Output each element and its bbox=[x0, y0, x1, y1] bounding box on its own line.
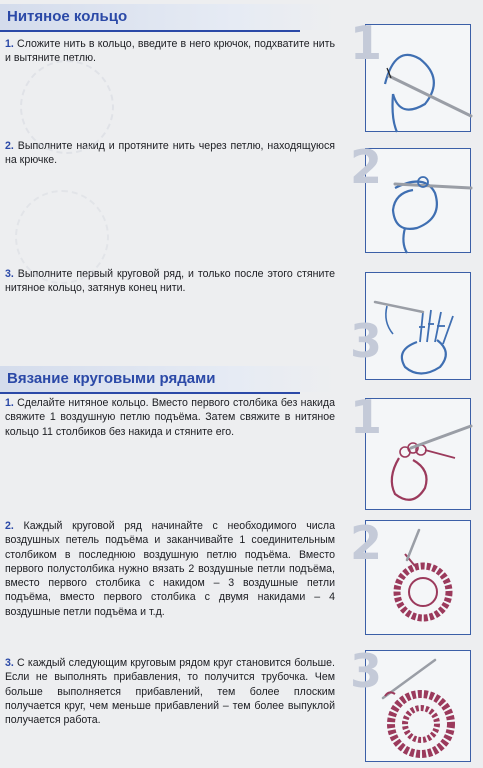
step-number: 3. bbox=[5, 657, 14, 669]
step-text: Каждый круговой ряд начинайте с необходимого числа воздушных петель подъёма и заканчивайте 1 соединительным столбиком в последнюю воздушную петлю подъёма. Вместо первого полустолбика нужно вязать 2 воздушные петли подъёма, вместо первого столбика с накидом – 3 воздушные петли подъёма, вместо первого столбика с двумя накидами – 4 воздушные петли подъёма и т.д. bbox=[5, 520, 335, 618]
illustration-number: 1 bbox=[350, 16, 383, 70]
step-text: С каждый следующим круговым рядом круг становится больше. Если не выполнять прибавления, то получится трубочка. Чем больше выполняется прибавлений, тем более плоским получается круг, чем меньше прибавлений – тем более выпуклой получается работа. bbox=[5, 657, 335, 727]
step-number: 1. bbox=[5, 397, 14, 409]
step-text: Выполните накид и протяните нить через петлю, находящуюся на крючке. bbox=[5, 140, 335, 167]
illustration-number: 1 bbox=[350, 390, 383, 444]
step-number: 2. bbox=[5, 140, 14, 152]
bleed-through-decoration bbox=[20, 60, 114, 154]
step-text: Выполните первый круговой ряд, и только после этого стяните нитяное кольцо, затянув конец нити. bbox=[5, 268, 335, 295]
illustration-number: 3 bbox=[350, 314, 383, 368]
section-title-thread-ring: Нитяное кольцо bbox=[0, 4, 335, 30]
title-underline bbox=[0, 392, 300, 394]
step-2-3 bbox=[5, 656, 335, 727]
circle-row2-illustration bbox=[365, 520, 471, 635]
step-2-1 bbox=[5, 396, 335, 439]
ring-step3-illustration bbox=[365, 272, 471, 380]
step-number: 3. bbox=[5, 268, 14, 280]
illustration-number: 2 bbox=[350, 516, 383, 570]
step-text: Сложите нить в кольцо, введите в него крючок, подхватите нить и вытяните петлю. bbox=[5, 38, 335, 65]
ring-step1-illustration bbox=[365, 24, 471, 132]
illustration-number: 2 bbox=[350, 140, 383, 194]
ring-step2-illustration bbox=[365, 148, 471, 253]
section-title-circular-rows: Вязание круговыми рядами bbox=[0, 366, 335, 392]
illustration-number: 3 bbox=[350, 644, 383, 698]
step-number: 2. bbox=[5, 520, 14, 532]
step-2-2 bbox=[5, 519, 335, 619]
bleed-through-decoration bbox=[15, 190, 109, 284]
step-text: Сделайте нитяное кольцо. Вместо первого столбика без накида свяжите 1 воздушную петлю подъёма. Затем свяжите в нитяное кольцо 11 столбиков без накида и стяните его. bbox=[5, 397, 335, 438]
title-underline bbox=[0, 30, 300, 32]
circle-row3-illustration bbox=[365, 650, 471, 762]
circle-row1-illustration bbox=[365, 398, 471, 510]
step-number: 1. bbox=[5, 38, 14, 50]
